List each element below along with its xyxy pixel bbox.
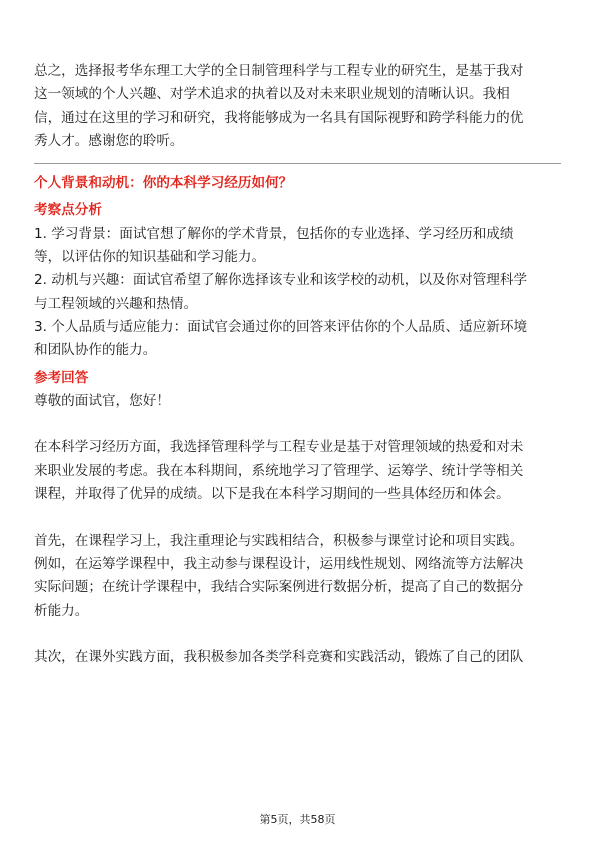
- answer-paragraph: [34, 530, 561, 623]
- analysis-item: [34, 316, 561, 363]
- text-line: 课程，并取得了优异的成绩。以下是我在本科学习期间的一些具体经历和体会。: [34, 486, 510, 503]
- text-line: 总之，选择报考华东理工大学的全日制管理科学与工程专业的研究生，是基于我对: [34, 63, 524, 79]
- text-line: 其次，在课外实践方面，我积极参加各类学科竞赛和实践活动，锻炼了自己的团队: [34, 649, 524, 666]
- text-line: 2. 动机与兴趣：面试官希望了解你选择该专业和该学校的动机，以及你对管理科学: [34, 272, 528, 289]
- text-line: 秀人才。感谢您的聆听。: [34, 132, 184, 149]
- answer-paragraph: [34, 436, 561, 506]
- analysis-item: [34, 223, 561, 270]
- section-divider: [34, 163, 561, 164]
- text-line: 与工程领域的兴趣和热情。: [34, 295, 198, 312]
- analysis-item: [34, 269, 561, 316]
- text-line: 和团队协作的能力。: [34, 342, 157, 359]
- text-line: 例如，在运筹学课程中，我主动参与课程设计，运用线性规划、网络流等方法解决: [34, 555, 524, 572]
- text-line: 析能力。: [34, 602, 89, 619]
- text-line: 信，通过在这里的学习和研究，我将能够成为一名具有国际视野和跨学科能力的优: [34, 109, 524, 126]
- answer-paragraph: [34, 646, 561, 669]
- analysis-heading: 考察点分析: [34, 202, 102, 219]
- paragraph-gap: [34, 506, 561, 529]
- answer-greeting: 尊敬的面试官，您好！: [34, 392, 170, 409]
- text-line: 这一领域的个人兴趣、对学术追求的执着以及对未来职业规划的清晰认识。我相: [34, 86, 510, 103]
- text-line: 3. 个人品质与适应能力：面试官会通过你的回答来评估你的个人品质、适应新环境: [34, 318, 528, 335]
- text-line: 来职业发展的考虑。我在本科期间，系统地学习了管理学、运筹学、统计学等相关: [34, 462, 524, 479]
- text-line: 在本科学习经历方面，我选择管理科学与工程专业是基于对管理领域的热爱和对未: [34, 439, 524, 456]
- text-line: 1. 学习背景：面试官想了解你的学术背景，包括你的专业选择、学习经历和成绩: [34, 225, 514, 242]
- text-line: 首先，在课程学习上，我注重理论与实践相结合，积极参与课堂讨论和项目实践。: [34, 532, 524, 549]
- document-page: [34, 60, 561, 669]
- paragraph-gap: [34, 623, 561, 646]
- answer-heading: 参考回答: [34, 369, 89, 386]
- analysis-list: [34, 223, 561, 363]
- paragraph-gap: [34, 413, 561, 436]
- question-title: 个人背景和动机：你的本科学习经历如何？: [34, 175, 293, 192]
- text-line: 实际问题；在统计学课程中，我结合实际案例进行数据分析，提高了自己的数据分: [34, 579, 524, 596]
- text-line: 等，以评估你的知识基础和学习能力。: [34, 249, 266, 266]
- page-footer: 第5页，共58页: [259, 813, 336, 826]
- intro-paragraph: [34, 60, 561, 153]
